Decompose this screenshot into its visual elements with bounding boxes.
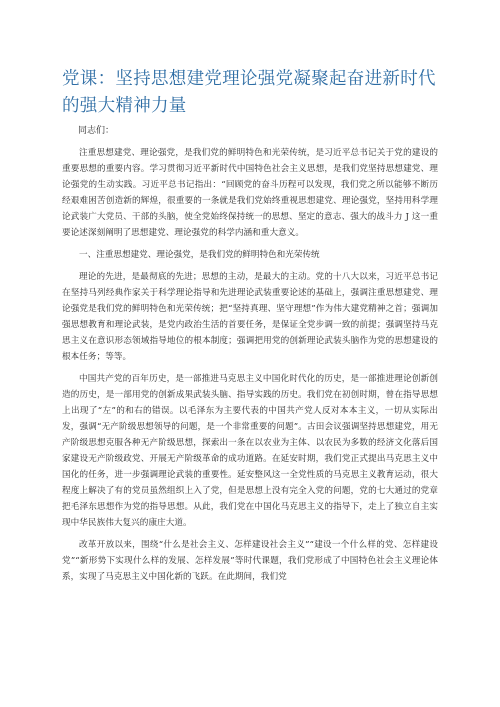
salutation: 同志们：	[78, 126, 115, 136]
document-body	[62, 124, 438, 591]
document-title: 党课：坚持思想建党理论强党凝聚起奋进新时代的强大精神力量	[62, 69, 436, 116]
paragraph-theory: 理论的先进，是最彻底的先进；思想的主动，是最大的主动。党的十八大以来，习近平总书记在坚持马列经典作家关于科学理论指导和先进理论武装重要论述的基础上，强调注重思想建党、理论强党是我们党的鲜明特色和光荣传统；把“坚持真理、坚守理想”作为伟大建党精神之首；强调加强思想教育和理论武装，是党内政治生活的首要任务，是保证全党步调一致的前提；强调坚持马克思主义在意识形态领域指导地位的根本制度；强调把用党的创新理论武装头脑作为党的思想建设的根本任务；等等。	[62, 272, 438, 362]
paragraph-reform: 改革开放以来，围绕“什么是社会主义、怎样建设社会主义”“建设一个什么样的党、怎样建设党”“新形势下实现什么样的发展、怎样发展”等时代课题，我们党形成了中国特色社会主义理论体系，实现了马克思主义中国化新的飞跃。在此期间，我们党	[62, 540, 438, 582]
paragraph-intro: 注重思想建党、理论强党，是我们党的鲜明特色和光荣传统，是习近平总书记关于党的建设的重要思想的重要内容。学习贯彻习近平新时代中国特色社会主义思想，是我们党坚持思想建党、理论强党的生动实践。习近平总书记指出：“回顾党的奋斗历程可以发现，我们党之所以能够不断历经艰难困苦创造新的辉煌，很重要的一条就是我们党始终重视思想建党、理论强党，坚持用科学理论武装广大党员、干部的头脑，使全党始终保持统一的思想、坚定的意志、强大的战斗力 J 这一重要论述深刻阐明了思想建党、理论强党的科学内涵和重大意义。	[62, 148, 438, 238]
paragraph-history: 中国共产党的百年历史，是一部推进马克思主义中国化时代化的历史，是一部推进理论创新创造的历史，是一部用党的创新成果武装头脑、指导实践的历史。我们党在初创时期，曾在指导思想上出现了“左”的和右的错误。以毛泽东为主要代表的中国共产党人反对本本主义，一切从实际出发，强调“无产阶级思想领导的问题，是一个非常重要的问题”。古田会议强调坚持思想建党，用无产阶级思想克服各种无产阶级思想，探索出一条在以农业为主体、以农民为多数的经济文化落后国家建设无产阶级政党、开展无产阶级革命的成功道路。在延安时期，我们党正式提出马克思主义中国化的任务，进一步强调理论武装的重要性。延安整风这一全党性质的马克思主义教育运动，很大程度上解决了有的党员虽然组织上入了党，但是思想上没有完全入党的问题，党的七大通过的党章把毛泽东思想作为党的指导思想。从此，我们党在中国化马克思主义的指导下，走上了独立自主实现中华民族伟大复兴的康庄大道。	[62, 374, 438, 528]
section-heading-1: 一、注重思想建党、理论强党，是我们党的鲜明特色和光荣传统	[79, 250, 320, 260]
